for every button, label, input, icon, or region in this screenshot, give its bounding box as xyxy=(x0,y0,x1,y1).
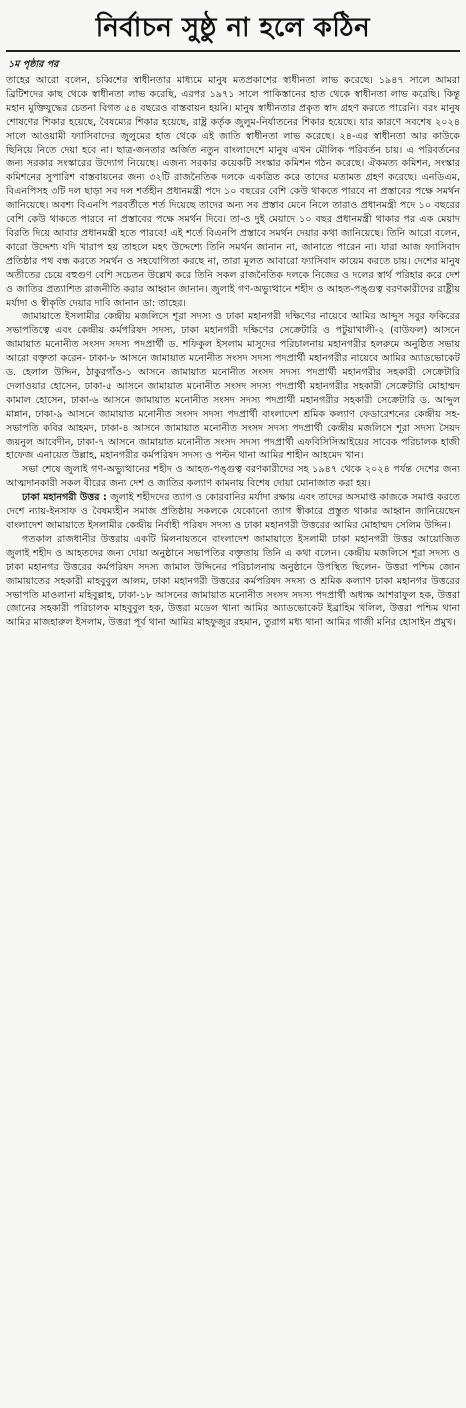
article-body xyxy=(6,74,460,630)
paragraph-5: গতকাল রাজধানীর উত্তরায় একটি মিলনায়তনে বাংলাদেশ জামায়াতে ইসলামী ঢাকা মহানগরী উত্তর আয়োজিত জুলাই শহীদ ও আহতদের জন্য দোয়া অনুষ্ঠানে সভাপতির বক্তৃতায় তিনি এ কথা বলেন। কেন্দ্রীয় মজলিসে শূরা সদস্য ও ঢাকা মহানগর উত্তরের কর্মপরিষদ সদস্য জামাল উদ্দিনের পরিচালনায় অনুষ্ঠানে উপস্থিত ছিলেন- উত্তরা পশ্চিম জোন জামায়াতের সহকারী মাহবুবুল আলম, ঢাকা মহানগরী উত্তরের কর্মপরিষদ সদস্য ও শ্রমিক কল্যাণ ঢাকা মহানগর উত্তরের সভাপতি মাওলানা মহিবুল্লাহ, ঢাকা-১৮ আসনের জামায়াত মনোনীত সংসদ সদস্য পদপ্রার্থী অধ্যক্ষ আশরাফুল হক, উত্তরা জোনের সহকারী পরিচালক মাহবুবুল হক, উত্তরা মডেল থানা আমির অ্যাডভোকেট ইব্রাহিম খলিল, উত্তরা পশ্চিম থানা আমির মাজহারুল ইসলাম, উত্তরা পূর্ব থানা আমির মাহফুজুর রহমান, তুরাগ মধ্য থানা আমির গাজী মনির হোসাইন প্রমুখ। xyxy=(6,533,460,629)
paragraph-4 xyxy=(6,491,460,533)
headline-rule xyxy=(6,50,460,52)
paragraph-3: সভা শেষে জুলাই গণ-অভ্যুত্থানের শহীদ ও আহত-পঙ্গুত্ব বরণকারীদের সহ ১৯৪৭ থেকে ২০২৪ পর্যন্ত দেশের জন্য আত্মদানকারী সকল বীরের জন্য দেশ ও জাতির কল্যাণ কামনায় বিশেষ দোয়া মোনাজাত করা হয়। xyxy=(6,464,460,490)
paragraph-1: তাহের আরো বলেন, চব্বিশের স্বাধীনতার মাধ্যমে মানুষ মতপ্রকাশের স্বাধীনতা লাভ করেছে। ১৯৪৭ সালে আমরা ব্রিটিশদের কাছ থেকে স্বাধীনতা লাভ করেছি, এরপর ১৯৭১ সালে পাকিস্তানের হাত থেকে স্বাধীনতা লাভ করেছি। কিন্তু মহান মুক্তিযুদ্ধের চেতনা বিগত ৫৪ বছরেও বাস্তবায়ন হয়নি। মানুষ স্বাধীনতার প্রকৃত স্বাদ গ্রহণ করতে পারেনি। বরং মানুষ শোষণের শিকার হয়েছে, বৈষম্যের শিকার হয়েছে, রাষ্ট্র কর্তৃক জুলুম-নির্যাতনের শিকার হয়েছে। যার কারণে সবশেষ ২০২৪ সালে আওয়ামী ফ্যাসিবাদের জুলুমের হাত থেকে এই জাতি স্বাধীনতা লাভ করেছে। ২৪-এর স্বাধীনতা আর কাউকে ছিনিয়ে নিতে দেয়া হবে না। ছাত্র-জনতার অর্জিত নতুন বাংলাদেশে মানুষ এখন মৌলিক পরিবর্তন চায়। এ পরিবর্তনের জন্য সরকার সংস্কারের উদ্যোগ নিয়েছে। এজন্য সরকার কয়েকটি সংস্কার কমিশন গঠন করেছে। ঐকমত্য কমিশন, সংস্কার কমিশনের সুপারিশ বাস্তবায়নের জন্য ৩২টি রাজনৈতিক দলকে একত্রিত করে তাদের মতামত গ্রহণ করেছে। এনডিএম, বিএনপিসহ ৩টি দল ছাড়া সব দল শর্তহীন প্রধানমন্ত্রী পদে ১০ বছরের বেশি কেউ থাকতে পারবে না প্রস্তাবের পক্ষে সমর্থন জানিয়েছে। অবশ্য বিএনপি পরবর্তীতে শর্ত দিয়েছে তাদের অন্য সব প্রস্তাব মেনে নিলে তারাও প্রধানমন্ত্রী পদে ১০ বছরের বেশি কেউ থাকতে পারবে না প্রস্তাবের পক্ষে সমর্থন দিবে। তা-ও দুই মেয়াদে ১০ বছর প্রধানমন্ত্রী থাকার পর এক মেয়াদ বিরতি দিয়ে আবার প্রধানমন্ত্রী হতে পারবে! এই শর্তে বিএনপি প্রস্তাবে সমর্থন দেয়ার কথা জানিয়েছে। তিনি আরো বলেন, কারো উদ্দেশ্য যদি খারাপ হয় তাহলে মহৎ উদ্দেশ্যে তিনি সমর্থন জানান না, জানাতে পারেন না। যারা আজ ফ্যাসিবাদ প্রতিষ্ঠার পথ বন্ধ করতে সমর্থন ও সহযোগিতা করছে না, তারা মূলত আবারো ফ্যাসিবাদ কায়েম করতে চায়। দেশের মানুষ অতীতের চেয়ে বহুগুণ বেশি সচেতন উল্লেখ করে তিনি সকল রাজনৈতিক দলকে নিজের ও দলের স্বার্থ পরিহার করে দেশ ও জাতির প্রত্যাশিত রাজনীতি করার আহ্বান জানান। জুলাই গণ-অভ্যুত্থানে শহীদ ও আহত-পঙ্গুত্ব বরণকারীদের রাষ্ট্রীয় মর্যাদা ও স্বীকৃতি দেয়ার দাবি জানান ডা: তাহের। xyxy=(6,75,460,309)
continued-from-label: ১ম পৃষ্ঠার পর xyxy=(8,59,59,70)
paragraph-4-text: জুলাই শহীদদের ত্যাগ ও কোরবানির মর্যাদা রক্ষায় এবং তাদের অসমাপ্ত কাজকে সমাপ্ত করতে দেশে ন্যায়-ইনসাফ ও বৈষম্যহীন সমাজ প্রতিষ্ঠায় সকলকে যেকোনো ত্যাগ স্বীকারে প্রস্তুত থাকার আহ্বান জানিয়েছেন বাংলাদেশ জামায়াতে ইসলামীর কেন্দ্রীয় নির্বাহী পরিষদ সদস্য ও ঢাকা মহানগরী উত্তরের আমির মোহাম্মদ সেলিম উদ্দিন। xyxy=(6,492,460,531)
headline: নির্বাচন সুষ্ঠু না হলে কঠিন xyxy=(95,13,371,43)
paragraph-2: জামায়াতে ইসলামীর কেন্দ্রীয় মজলিসে শূরা সদস্য ও ঢাকা মহানগরী দক্ষিণের নায়েবে আমির আব্দুস সবুর ফকিরের সভাপতিত্বে এবং কেন্দ্রীয় কর্মপরিষদ সদস্য, ঢাকা মহানগরী দক্ষিণের সেক্রেটারি ও পটুয়াখালী-২ (বাউফল) আসনে জামায়াত মনোনীত সংসদ সদস্য পদপ্রার্থী ড. শফিকুল ইসলাম মাসুদের পরিচালনায় মহানগরীর হলরুমে অনুষ্ঠিত সভায় আরো বক্তৃতা করেন- ঢাকা-৮ আসনে জামায়াত মনোনীত সংসদ সদস্য পদপ্রার্থী মহানগরীর নায়েবে আমির অ্যাডভোকেট ড. হেলাল উদ্দিন, ঠাকুরগাঁও-১ আসনে জামায়াত মনোনীত সংসদ সদস্য পদপ্রার্থী মহানগরীর সহকারী সেক্রেটারি দেলাওয়ার হোসেন, ঢাকা-৫ আসনে জামায়াত মনোনীত সংসদ সদস্য পদপ্রার্থী মহানগরীর সহকারী সেক্রেটারি মোহাম্মদ কামাল হোসেন, ঢাকা-৬ আসনে জামায়াত মনোনীত সংসদ সদস্য পদপ্রার্থী মহানগরীর সহকারী সেক্রেটারি ড. আব্দুল মান্নান, ঢাকা-৯ আসনে জামায়াত মনোনীত সংসদ সদস্য পদপ্রার্থী বাংলাদেশ শ্রমিক কল্যাণ ফেডারেশনের কেন্দ্রীয় সহ-সভাপতি কবির আহমদ, ঢাকা-৪ আসনে জামায়াত মনোনীত সংসদ সদস্য পদপ্রার্থী কেন্দ্রীয় মজলিসে শূরা সদস্য সৈয়দ জয়নুল আবেদীন, ঢাকা-৭ আসনে জামায়াত মনোনীত সংসদ সদস্য পদপ্রার্থী এফবিসিসিআইয়ের সাবেক পরিচালক হাজী হাফেজ এনায়েত উল্লাহ, মহানগরীর কর্মপরিষদ সদস্য ও পল্টন থানা আমির শাহীন আহমেদ খান। xyxy=(6,311,460,462)
section-subhead: ঢাকা মহানগরী উত্তর : xyxy=(22,492,107,504)
